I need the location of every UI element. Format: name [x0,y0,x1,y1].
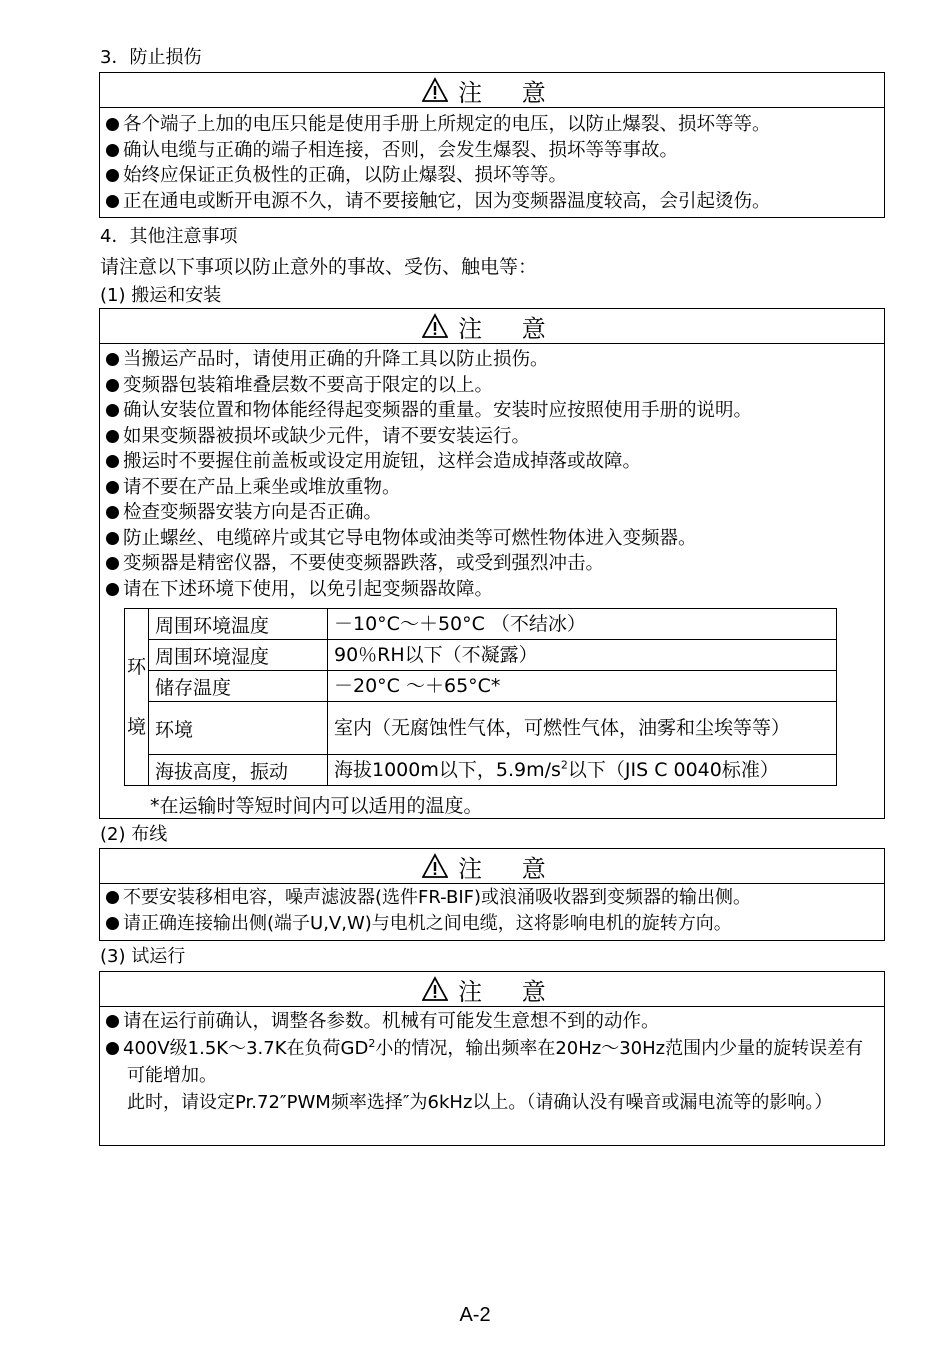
table-cell-key: 海拔高度，振动 [149,755,328,786]
warning-triangle-icon [422,853,448,879]
subsection-1-heading: (1) 搬运和安装 [100,285,222,306]
list-item: 确认安装位置和物体能经得起变频器的重量。安装时应按照使用手册的说明。 [106,398,878,424]
environment-table [124,608,837,786]
table-row [125,755,837,786]
subsection-3-heading: (3) 试运行 [100,946,186,967]
caution-label: 注 意 [458,854,562,883]
caution-header [100,972,884,1007]
list-item: 确认电缆与正确的端子相连接，否则，会发生爆裂、损坏等等事故。 [106,138,878,164]
table-cell-value: 海拔1000m以下，$5.9m/s^2$以下（JIS C 0040标准） [328,755,837,786]
subsection-2-heading: (2) 布线 [100,824,168,845]
page-number: A-2 [459,1304,491,1326]
caution-label: 注 意 [458,78,562,107]
list-item: 请不要在产品上乘坐或堆放重物。 [106,475,878,501]
table-cell-key: 周围环境湿度 [149,640,328,671]
table-row [125,609,837,640]
list-item: 如果变频器被损坏或缺少元件，请不要安装运行。 [106,424,878,450]
list-item: 400V级1.5K～3.7K在负荷$GD^2$小的情况，输出频率在20Hz～30Hz范围内少量的旋转误差有可能增加。 [106,1035,876,1089]
table-row [125,671,837,702]
list-item: 各个端子上加的电压只能是使用手册上所规定的电压，以防止爆裂、损坏等等。 [106,112,878,138]
caution-box-4 [99,971,885,1146]
caution-list-4 [100,1007,884,1118]
list-item: 检查变频器安装方向是否正确。 [106,500,878,526]
list-item: 请在下述环境下使用，以免引起变频器故障。 [106,577,878,603]
table-cell-value: 室内（无腐蚀性气体，可燃性气体，油雾和尘埃等等） [328,702,837,755]
section-4-heading: 4．其他注意事项 [100,226,238,247]
warning-triangle-icon [422,77,448,103]
list-item: 不要安装移相电容，噪声滤波器(选件FR-BIF)或浪涌吸收器到变频器的输出侧。 [106,885,878,911]
table-cell-value: －20°C ～＋65°C* [328,671,837,702]
section-3-heading: 3．防止损伤 [100,47,202,68]
list-item: 变频器是精密仪器，不要使变频器跌落，或受到强烈冲击。 [106,551,878,577]
table-row [125,640,837,671]
environment-side-label: 环境 [125,609,149,786]
caution-list-3 [100,884,884,938]
list-item-continuation: 此时，请设定Pr.72″PWM频率选择″为6kHz以上。（请确认没有噪音或漏电流等的影响。） [127,1091,833,1113]
table-cell-key: 储存温度 [149,671,328,702]
table-cell-value: －10°C～＋50°C （不结冰） [328,609,837,640]
list-item: 正在通电或断开电源不久，请不要接触它，因为变频器温度较高，会引起烫伤。 [106,189,878,215]
list-item: 请正确连接输出侧(端子U,V,W)与电机之间电缆，这将影响电机的旋转方向。 [106,911,878,937]
environment-footnote: *在运输时等短时间内可以适用的温度。 [150,795,483,817]
list-item: 防止螺丝、电缆碎片或其它导电物体或油类等可燃性物体进入变频器。 [106,526,878,552]
list-item: 搬运时不要握住前盖板或设定用旋钮，这样会造成掉落或故障。 [106,449,878,475]
caution-label: 注 意 [458,314,562,343]
list-item: 始终应保证正负极性的正确，以防止爆裂、损坏等等。 [106,163,878,189]
table-cell-key: 周围环境温度 [149,609,328,640]
list-item: 请在运行前确认，调整各参数。机械有可能发生意想不到的动作。 [106,1009,876,1035]
caution-list-1 [100,108,884,216]
caution-header [100,849,884,884]
section-4-intro: 请注意以下事项以防止意外的事故、受伤、触电等： [100,256,538,278]
warning-triangle-icon [422,313,448,339]
caution-box-3 [99,848,885,941]
list-item: 当搬运产品时，请使用正确的升降工具以防止损伤。 [106,347,878,373]
warning-triangle-icon [422,976,448,1002]
table-cell-value: 90％RH以下（不凝露） [328,640,837,671]
list-item: 变频器包装箱堆叠层数不要高于限定的以上。 [106,373,878,399]
caution-header [100,309,884,344]
table-cell-key: 环境 [149,702,328,755]
caution-box-1 [99,72,885,218]
caution-list-2 [100,344,884,604]
table-row [125,702,837,755]
caution-label: 注 意 [458,977,562,1006]
caution-header [100,73,884,108]
